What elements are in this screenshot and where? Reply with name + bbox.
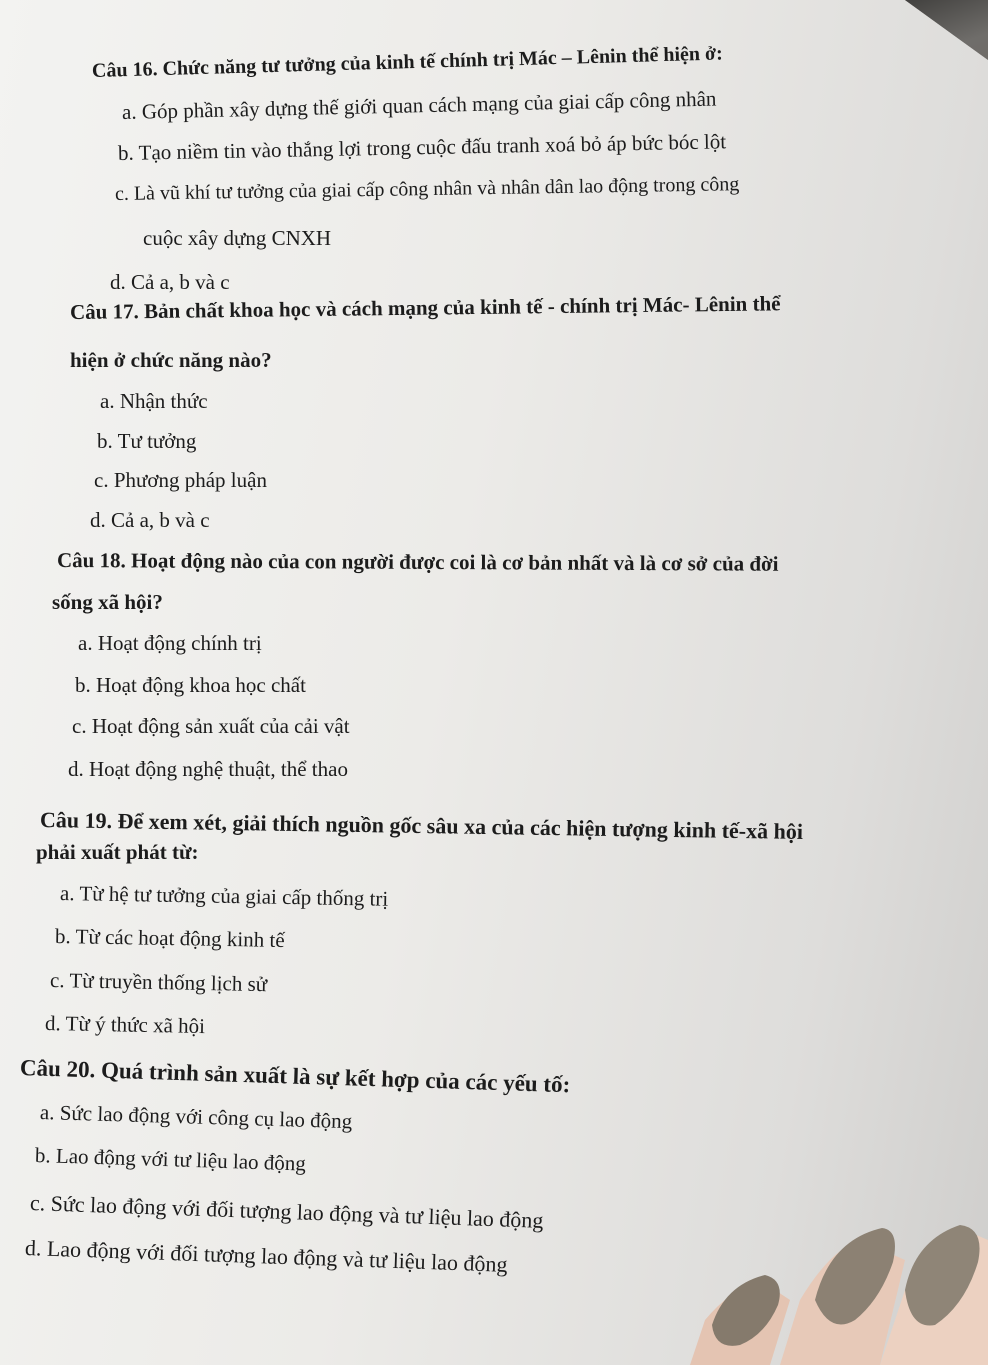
question-18-option-b: b. Hoạt động khoa học chất bbox=[75, 673, 306, 697]
question-16-option-a: a. Góp phần xây dựng thế giới quan cách mạng của giai cấp công nhân bbox=[121, 86, 717, 124]
question-17-option-a: a. Nhận thức bbox=[100, 389, 208, 413]
question-19-title: Câu 19. Để xem xét, giải thích nguồn gốc sâu xa của các hiện tượng kinh tế-xã hội bbox=[39, 807, 804, 844]
question-18-option-c: c. Hoạt động sản xuất của cải vật bbox=[72, 714, 350, 738]
question-16-title: Câu 16. Chức năng tư tưởng của kinh tế chính trị Mác – Lênin thể hiện ở: bbox=[91, 42, 724, 82]
question-19-option-d: d. Từ ý thức xã hội bbox=[44, 1011, 206, 1039]
question-16-option-c-continuation: cuộc xây dựng CNXH bbox=[143, 226, 332, 250]
question-20-option-a: a. Sức lao động với công cụ lao động bbox=[39, 1100, 353, 1134]
question-20-title: Câu 20. Quá trình sản xuất là sự kết hợp của các yếu tố: bbox=[19, 1055, 571, 1098]
question-18-title: Câu 18. Hoạt động nào của con người được coi là cơ bản nhất và là cơ sở của đời bbox=[56, 548, 779, 576]
question-17-option-d: d. Cả a, b và c bbox=[90, 508, 210, 532]
question-20-option-d: d. Lao động với đối tượng lao động và tư liệu lao động bbox=[24, 1235, 508, 1277]
question-19-option-b: b. Từ các hoạt động kinh tế bbox=[54, 924, 285, 953]
question-17-title-continuation: hiện ở chức năng nào? bbox=[70, 348, 272, 372]
question-17-option-b: b. Tư tưởng bbox=[97, 429, 197, 453]
question-16-option-c: c. Là vũ khí tư tưởng của giai cấp công nhân và nhân dân lao động trong công bbox=[114, 173, 740, 205]
question-19-title-continuation: phải xuất phát từ: bbox=[36, 840, 199, 864]
question-18-title-continuation: sống xã hội? bbox=[52, 590, 163, 614]
question-19-option-a: a. Từ hệ tư tưởng của giai cấp thống trị bbox=[59, 881, 389, 911]
question-19-option-c: c. Từ truyền thống lịch sử bbox=[49, 968, 268, 997]
question-17-option-c: c. Phương pháp luận bbox=[94, 468, 267, 492]
question-16-option-b: b. Tạo niềm tin vào thắng lợi trong cuộc đấu tranh xoá bỏ áp bức bóc lột bbox=[117, 129, 727, 165]
question-16-option-d: d. Cả a, b và c bbox=[110, 270, 230, 294]
question-20-option-c: c. Sức lao động với đối tượng lao động và tư liệu lao động bbox=[29, 1190, 544, 1233]
question-18-option-d: d. Hoạt động nghệ thuật, thể thao bbox=[68, 757, 348, 781]
question-17-title: Câu 17. Bản chất khoa học và cách mạng của kinh tế - chính trị Mác- Lênin thể bbox=[69, 291, 781, 324]
question-18-option-a: a. Hoạt động chính trị bbox=[78, 631, 262, 655]
question-20-option-b: b. Lao động với tư liệu lao động bbox=[34, 1143, 307, 1176]
